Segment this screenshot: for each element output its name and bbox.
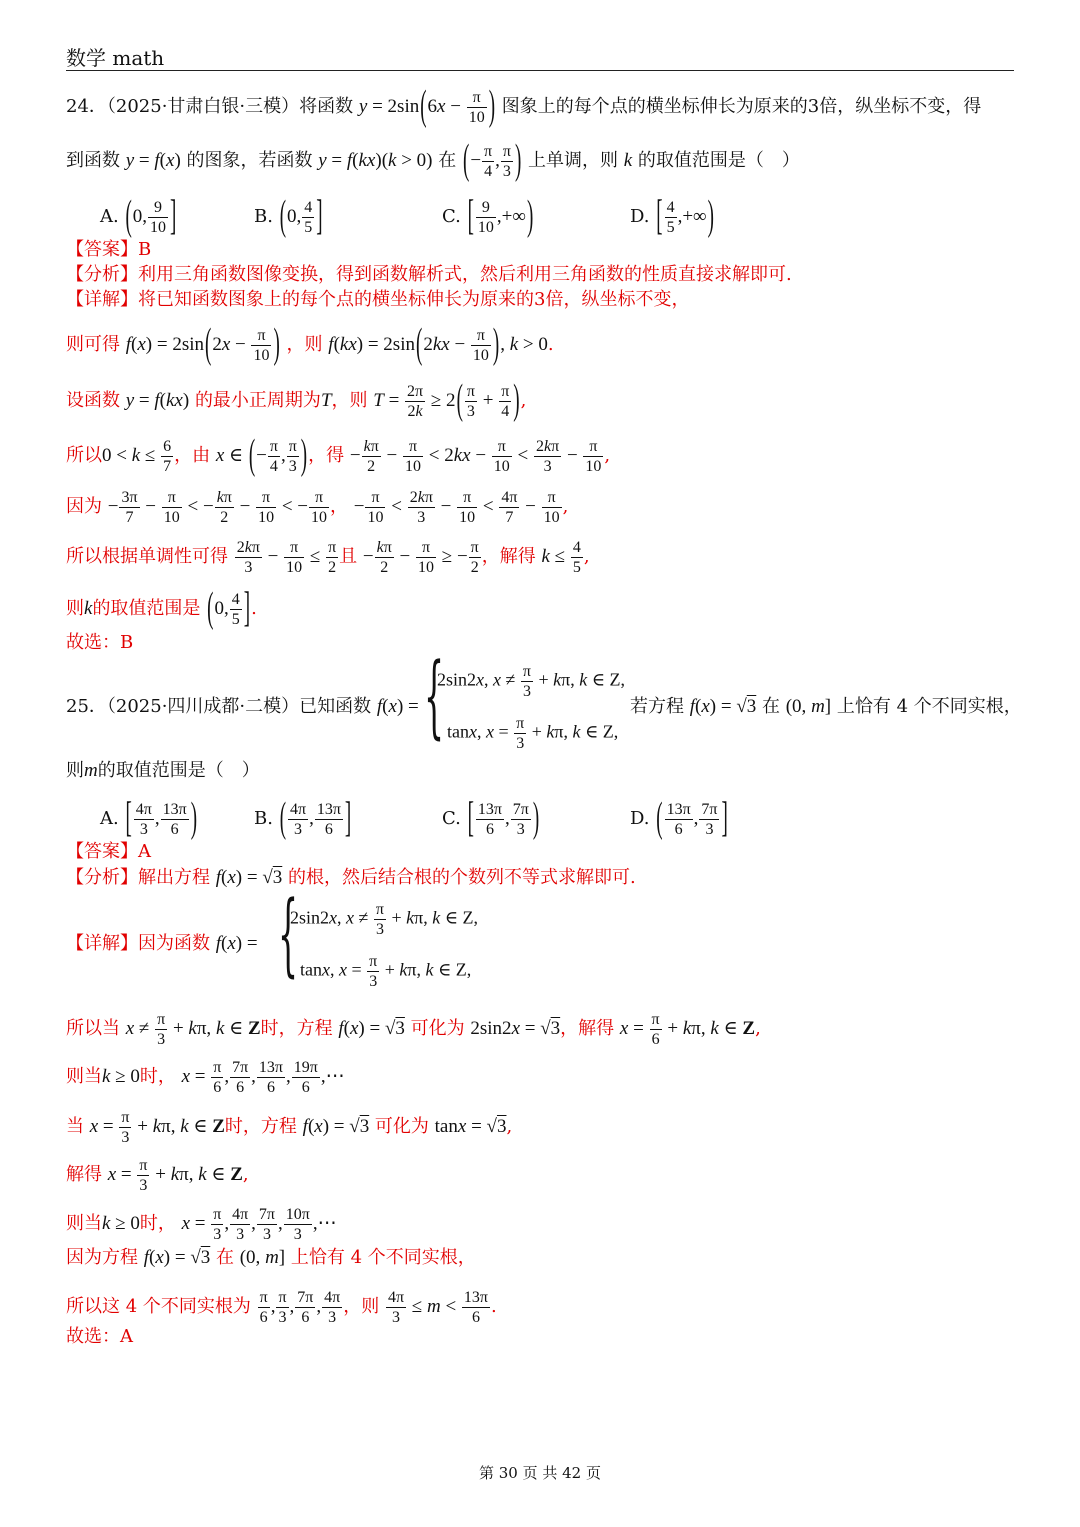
header-rule [66,70,1014,71]
q24-detail-line6: 则k的取值范围是 (0, $\frac{4}{5}$ ]. [66,585,257,632]
q25-detail-intro: 【详解】因为函数 f(x) = [66,933,258,954]
q25-detail-line3: 当 x = $\frac{\pi}{3}$ + kπ, k ∈ Z时，方程 f(x) = √3 可化为 tanx = √3, [66,1109,513,1146]
q25-brace: { [424,644,445,749]
q25-detail-line2: 则当k ≥ 0时， x = $\frac{\pi}{6}$ , $\frac{7\pi}{6}$ , $\frac{13\pi}{6}$ , $\frac{19\pi}{6}$ ,⋯ [66,1059,345,1096]
q25-stem-line2: 则m的取值范围是（ ） [66,760,260,781]
q25-detail-case2: tanx, x = $\frac{\pi}{3}$ + kπ, k ∈ Z, [300,953,472,990]
page-header: 数学 math [66,46,165,70]
q25-case1: 2sin2x, x ≠ $\frac{\pi}{3}$ + kπ, k ∈ Z, [437,663,626,700]
q25-case2: tanx, x = $\frac{\pi}{3}$ + kπ, k ∈ Z, [447,715,619,752]
q24-analysis: 【分析】利用三角函数图像变换，得到函数解析式，然后利用三角函数的性质直接求解即可. [66,264,792,285]
q25-detail-line6: 因为方程 f(x) = √3 在 (0, m] 上恰有 4 个不同实根， [66,1247,476,1268]
q24-detail-line1: 则可得 f(x) = 2sin(2x − $\frac{\pi}{10}$ ) ，则 f(kx) = 2sin(2kx − $\frac{\pi}{10}$ ), k > 0. [66,321,554,368]
q24-detail-intro: 【详解】将已知函数图象上的每个点的横坐标伸长为原来的3倍，纵坐标不变， [66,289,690,310]
q25-option-d: D. ( $\frac{13\pi}{6}$ , $\frac{7\pi}{3}$ ] [630,795,728,842]
q25-detail-case1: 2sin2x, x ≠ $\frac{\pi}{3}$ + kπ, k ∈ Z, [290,901,479,938]
q25-option-a: A. [ $\frac{4\pi}{3}$ , $\frac{13\pi}{6}$ ) [100,795,198,842]
q25-option-c: C. [ $\frac{13\pi}{6}$ , $\frac{7\pi}{3}$ ) [442,795,540,842]
q25-detail-brace: { [278,882,299,987]
q25-analysis: 【分析】解出方程 f(x) = √3 的根，然后结合根的个数列不等式求解即可. [66,867,636,888]
q25-options [100,795,1000,842]
q24-detail-line5: 所以根据单调性可得 $\frac{2k\pi}{3}$ − $\frac{\pi}{10}$ ≤ $\frac{\pi}{2}$ 且 − $\frac{k\pi}{2}$ − $\frac{\pi}{10}$ ≥ − $\frac{\pi}{2}$ ，解得 k ≤ $\frac{4}{5}$ , [66,539,590,576]
q25-choose: 故选：A [66,1326,133,1347]
q25-detail-line4: 解得 x = $\frac{\pi}{3}$ + kπ, k ∈ Z, [66,1157,249,1194]
q24-option-c: C. [ $\frac{9}{10}$ ,+∞) [442,193,534,240]
page-footer: 第 30 页 共 42 页 [478,1464,601,1482]
q25-stem-tail: 若方程 f(x) = √3 在 (0, m] 上恰有 4 个不同实根， [630,696,1022,717]
q24-option-b: B. (0, $\frac{4}{5}$ ] [254,193,323,240]
q24-detail-line4: 因为 − $\frac{3\pi}{7}$ − $\frac{\pi}{10}$ < − $\frac{k\pi}{2}$ − $\frac{\pi}{10}$ < − $\frac{\pi}{10}$ ， − $\frac{\pi}{10}$ < $\frac{2k\pi}{3}$ − $\frac{\pi}{10}$ < $\frac{4\pi}{7}$ − $\frac{\pi}{10}$ , [66,489,569,526]
q25-option-b: B. ( $\frac{4\pi}{3}$ , $\frac{13\pi}{6}$ ] [254,795,352,842]
q24-answer: 【答案】B [66,239,152,260]
q24-option-d: D. [ $\frac{4}{5}$ ,+∞) [630,193,714,240]
q25-stem-line1: 25．（2025·四川成都·二模）已知函数 f(x) = [66,696,419,717]
q25-detail-line7: 所以这 4 个不同实根为 $\frac{\pi}{6}$ , $\frac{\pi}{3}$ , $\frac{7\pi}{6}$ , $\frac{4\pi}{3}$ ，则 $\frac{4\pi}{3}$ ≤ m < $\frac{13\pi}{6}$ . [66,1289,497,1326]
q24-choose: 故选：B [66,632,134,653]
q25-detail-line1: 所以当 x ≠ $\frac{\pi}{3}$ + kπ, k ∈ Z时，方程 f(x) = √3 可化为 2sin2x = √3，解得 x = $\frac{\pi}{6}$ + kπ, k ∈ Z, [66,1011,761,1048]
q24-options [100,193,1000,240]
q24-detail-line2: 设函数 y = f(kx) 的最小正周期为T，则 T = $\frac{2\pi}{2k}$ ≥ 2( $\frac{\pi}{3}$ + $\frac{\pi}{4}$ ), [66,377,527,424]
q24-stem-line1: 24．（2025·甘肃白银·三模）将函数 y = 2sin(6x − $\frac{\pi}{10}$ ) 图象上的每个点的横坐标伸长为原来的3倍，纵坐标不变，得 [66,83,982,130]
q24-detail-line3: 所以0 < k ≤ $\frac{6}{7}$ ，由 x ∈ (− $\frac{\pi}{4}$ , $\frac{\pi}{3}$ )，得 − $\frac{k\pi}{2}$ − $\frac{\pi}{10}$ < 2kx − $\frac{\pi}{10}$ < $\frac{2k\pi}{3}$ − $\frac{\pi}{10}$ , [66,432,611,479]
q24-option-a: A. (0, $\frac{9}{10}$ ] [100,193,177,240]
q24-stem-line2: 到函数 y = f(x) 的图象，若函数 y = f(kx)(k > 0) 在 (− $\frac{\pi}{4}$ , $\frac{\pi}{3}$ ) 上单调，则 k 的取值范围是（ ） [66,137,800,184]
q25-answer: 【答案】A [66,841,151,862]
q25-detail-line5: 则当k ≥ 0时， x = $\frac{\pi}{3}$ , $\frac{4\pi}{3}$ , $\frac{7\pi}{3}$ , $\frac{10\pi}{3}$ ,⋯ [66,1206,337,1243]
